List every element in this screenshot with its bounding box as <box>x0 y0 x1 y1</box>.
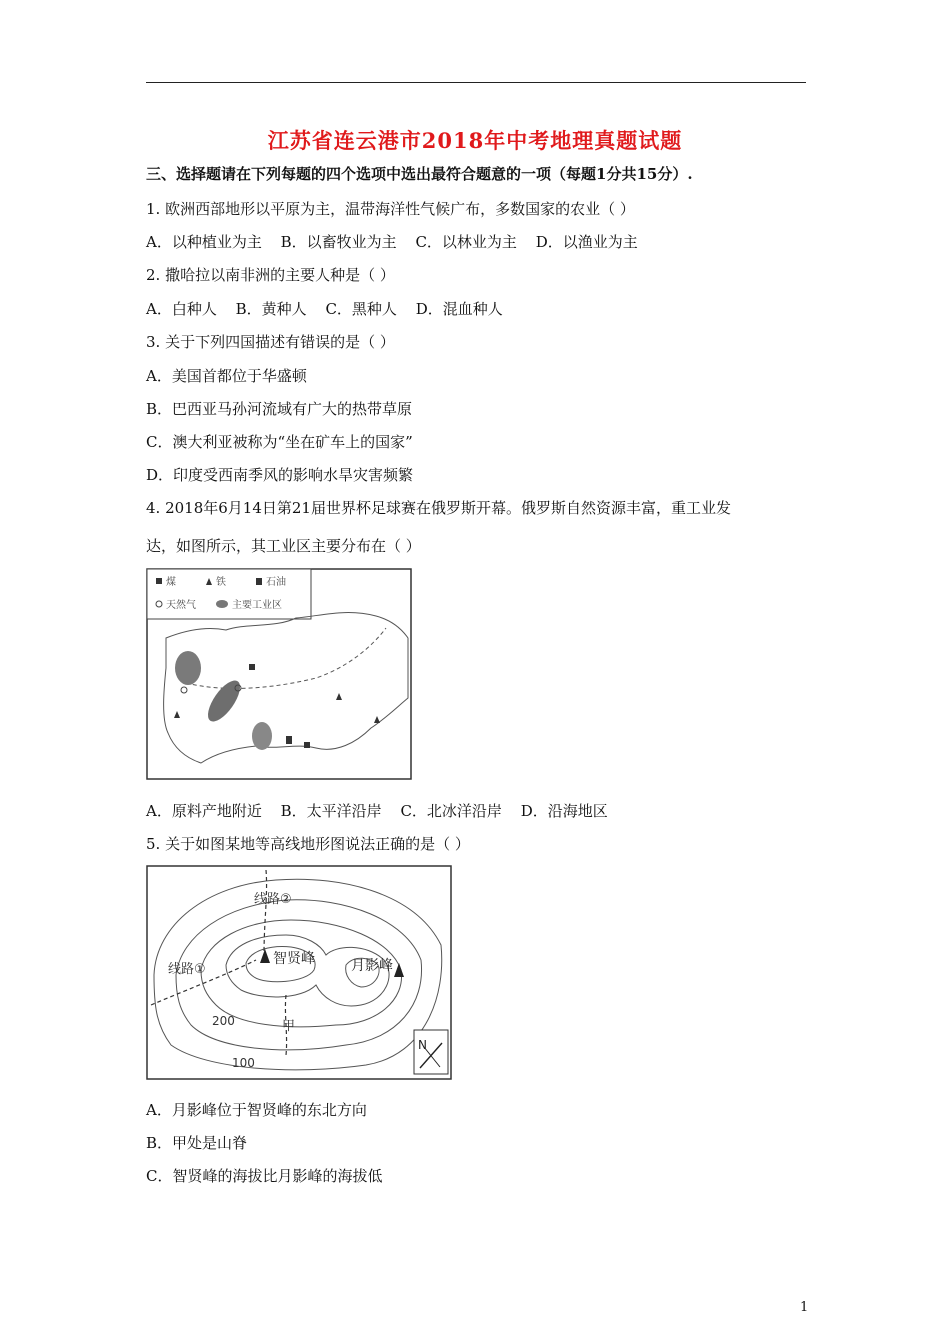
q1-option-a: A．以种植业为主 <box>146 233 262 251</box>
contour-200-label: 200 <box>212 1014 235 1028</box>
page-title: 江苏省连云港市2018年中考地理真题试题 <box>267 128 683 153</box>
q4-options <box>146 800 622 821</box>
q2-stem: 2. 撒哈拉以南非洲的主要人种是（ ） <box>146 266 395 284</box>
q4-option-d: D．沿海地区 <box>520 802 608 820</box>
coal-legend-icon <box>156 578 162 584</box>
q5-option-a: A．月影峰位于智贤峰的东北方向 <box>146 1101 367 1119</box>
industry-zone-siberia <box>252 722 272 750</box>
legend-oil: 石油 <box>266 577 286 588</box>
q3-option-d: D．印度受西南季风的影响水旱灾害频繁 <box>146 466 414 484</box>
q2-options <box>146 298 517 319</box>
q1-option-c: C．以林业为主 <box>415 233 517 251</box>
route1-label: 线路① <box>168 962 206 977</box>
industry-zone-west <box>175 651 201 685</box>
q3-option-c: C．澳大利亚被称为“坐在矿车上的国家” <box>146 433 413 451</box>
q4-option-c: C．北冰洋沿岸 <box>400 802 502 820</box>
russia-industry-map <box>146 568 412 780</box>
peak-zhixian-label: 智贤峰 <box>273 951 315 967</box>
legend-industry: 主要工业区 <box>232 600 282 611</box>
q2-option-d: D．混血种人 <box>415 300 503 318</box>
peak-yueying-label: 月影峰 <box>351 958 393 974</box>
q2-option-c: C．黑种人 <box>325 300 397 318</box>
q4-option-a: A．原料产地附近 <box>146 802 262 820</box>
industry-legend-icon <box>216 600 228 608</box>
contour-map <box>146 865 452 1080</box>
q2-option-a: A．白种人 <box>146 300 217 318</box>
q1-options <box>146 231 652 252</box>
q3-stem: 3. 关于下列四国描述有错误的是（ ） <box>146 333 395 351</box>
section-heading: 三、选择题请在下列每题的四个选项中选出最符合题意的一项（每题1分共15分）. <box>146 165 693 183</box>
q1-option-d: D．以渔业为主 <box>535 233 638 251</box>
legend-coal: 煤 <box>166 577 176 588</box>
oil-legend-icon <box>256 578 262 585</box>
legend-gas: 天然气 <box>166 600 196 611</box>
q4-stem-line2: 达，如图所示，其工业区主要分布在（ ） <box>146 537 421 555</box>
legend-iron: 铁 <box>216 577 226 588</box>
q4-option-b: B．太平洋沿岸 <box>280 802 382 820</box>
q3-option-a: A．美国首都位于华盛顿 <box>146 367 307 385</box>
q3-option-b: B．巴西亚马孙河流域有广大的热带草原 <box>146 400 413 418</box>
q4-stem-line1: 4. 2018年6月14日第21届世界杯足球赛在俄罗斯开幕。俄罗斯自然资源丰富，重工业发 <box>146 499 731 517</box>
q5-stem: 5. 关于如图某地等高线地形图说法正确的是（ ） <box>146 835 470 853</box>
route2-label: 线路② <box>254 892 292 907</box>
page-number: 1 <box>800 1300 809 1315</box>
q2-option-b: B．黄种人 <box>235 300 307 318</box>
header-rule <box>146 82 806 83</box>
jia-label: 甲 <box>282 1019 296 1034</box>
q5-option-c: C．智贤峰的海拔比月影峰的海拔低 <box>146 1167 383 1185</box>
q5-option-b: B．甲处是山脊 <box>146 1134 248 1152</box>
q1-option-b: B．以畜牧业为主 <box>280 233 397 251</box>
north-label: N <box>418 1038 427 1052</box>
q1-stem: 1. 欧洲西部地形以平原为主，温带海洋性气候广布，多数国家的农业（ ） <box>146 200 635 218</box>
contour-100-label: 100 <box>232 1056 255 1070</box>
